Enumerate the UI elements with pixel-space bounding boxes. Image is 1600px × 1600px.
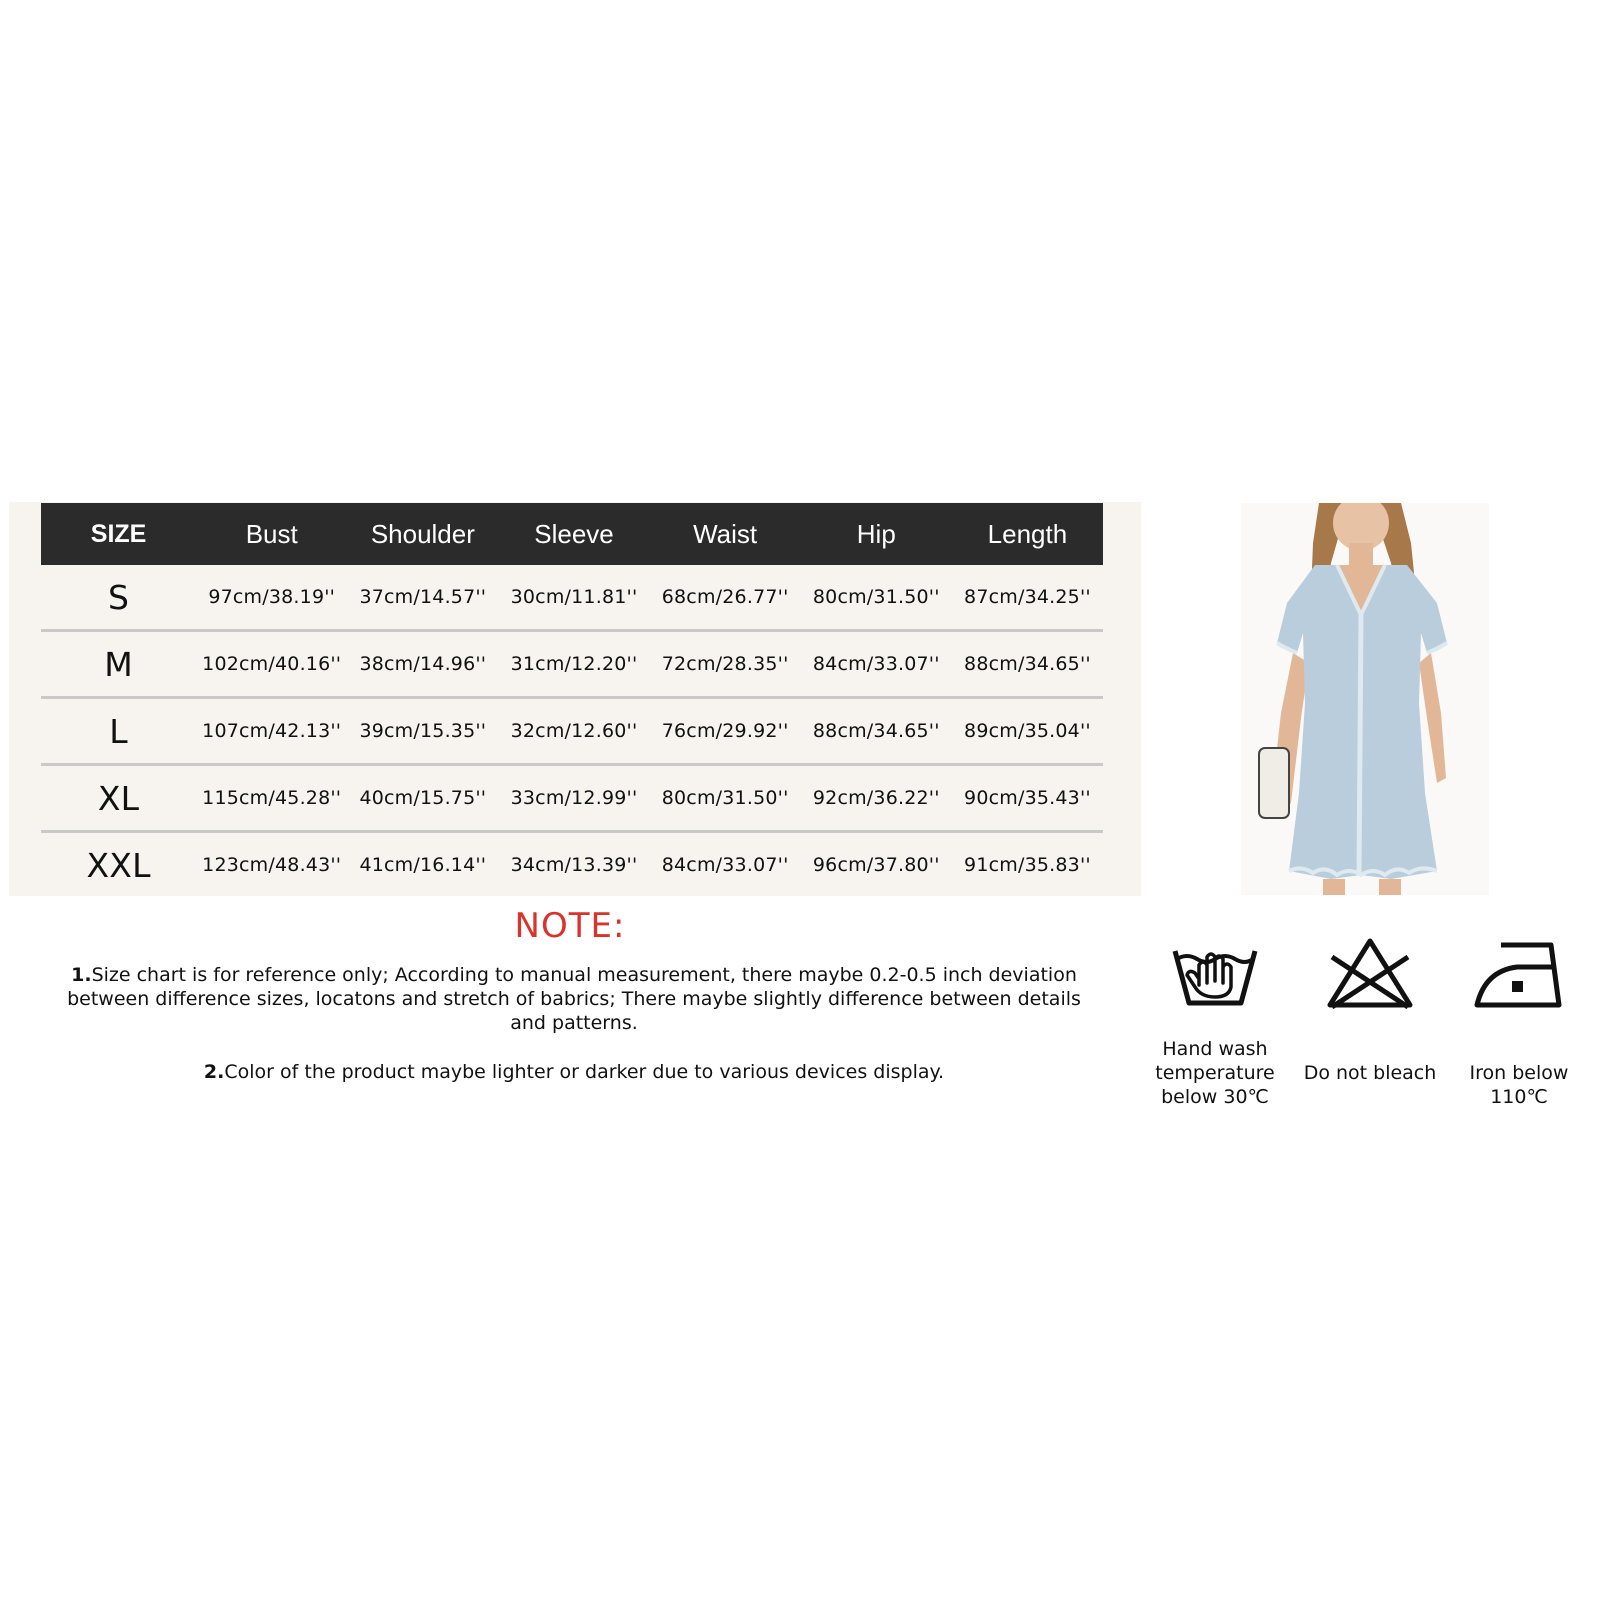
size-chart-table [41, 503, 1103, 897]
dress-illustration [1241, 503, 1489, 895]
table-cell: 32cm/12.60'' [498, 698, 649, 765]
header-hip: Hip [801, 503, 952, 565]
table-cell: 88cm/34.65'' [952, 631, 1103, 698]
table-cell: 107cm/42.13'' [196, 698, 347, 765]
hand-wash-icon [1169, 935, 1261, 1011]
table-cell: 68cm/26.77'' [650, 565, 801, 631]
no-bleach-icon [1324, 935, 1416, 1011]
note-item-2-number: 2. [203, 1061, 225, 1083]
table-row [41, 565, 1103, 631]
table-cell: 80cm/31.50'' [801, 565, 952, 631]
note-item-1-number: 1. [71, 964, 92, 986]
table-cell: 31cm/12.20'' [498, 631, 649, 698]
size-label: S [41, 565, 196, 631]
note-title: NOTE: [514, 906, 626, 946]
header-waist: Waist [650, 503, 801, 565]
table-cell: 41cm/16.14'' [359, 854, 487, 876]
table-cell: 115cm/45.28'' [196, 765, 347, 832]
table-cell: 102cm/40.16'' [196, 631, 347, 698]
no-bleach-label: Do not bleach [1303, 1062, 1437, 1084]
table-cell: 88cm/34.65'' [801, 698, 952, 765]
table-cell: 40cm/15.75'' [347, 765, 498, 832]
table-cell: 97cm/38.19'' [196, 565, 347, 631]
table-cell: 38cm/14.96'' [347, 631, 498, 698]
table-cell: 76cm/29.92'' [650, 698, 801, 765]
iron-icon [1473, 935, 1565, 1011]
care-hand-wash [1140, 935, 1290, 1109]
table-cell: 39cm/15.35'' [347, 698, 498, 765]
table-cell: 87cm/34.25'' [952, 565, 1103, 631]
note-item-2-text: Color of the product maybe lighter or darker due to various devices display. [224, 1061, 945, 1083]
table-cell: 72cm/28.35'' [650, 631, 801, 698]
iron-label: Iron below 110℃ [1469, 1062, 1569, 1108]
size-label: M [41, 631, 196, 698]
table-row [41, 698, 1103, 765]
table-cell: 92cm/36.22'' [801, 765, 952, 832]
note-item-2 [48, 1060, 1100, 1084]
table-cell: 80cm/31.50'' [650, 765, 801, 832]
table-row [41, 765, 1103, 832]
table-cell: 84cm/33.07'' [661, 854, 789, 876]
model-photo [1241, 503, 1489, 895]
table-cell: 91cm/35.83'' [964, 854, 1091, 876]
table-row [41, 631, 1103, 698]
table-cell: 34cm/13.39'' [510, 854, 638, 876]
table-cell: 123cm/48.43'' [202, 854, 342, 876]
table-cell: 96cm/37.80'' [812, 854, 940, 876]
note-item-1 [48, 963, 1100, 1035]
note-item-1-text: Size chart is for reference only; According to manual measurement, there maybe 0.2-0.5 inch deviation between difference sizes, locatons and stretch of babrics; There maybe slightly difference between details and patterns. [67, 964, 1081, 1034]
table-cell: 37cm/14.57'' [347, 565, 498, 631]
header-shoulder: Shoulder [347, 503, 498, 565]
table-row [41, 832, 1103, 898]
care-iron [1438, 935, 1600, 1109]
hand-wash-label: Hand wash temperature below 30℃ [1155, 1038, 1275, 1108]
size-chart-header-row [41, 503, 1103, 565]
care-no-bleach [1295, 935, 1445, 1085]
table-cell: 90cm/35.43'' [952, 765, 1103, 832]
size-label: L [41, 698, 196, 765]
header-length: Length [952, 503, 1103, 565]
header-sleeve: Sleeve [498, 503, 649, 565]
size-label: XL [41, 765, 196, 832]
table-cell: 89cm/35.04'' [952, 698, 1103, 765]
table-cell: 30cm/11.81'' [498, 565, 649, 631]
header-size: SIZE [41, 503, 196, 565]
size-label: XXL [86, 845, 151, 885]
table-cell: 33cm/12.99'' [498, 765, 649, 832]
header-bust: Bust [196, 503, 347, 565]
table-cell: 84cm/33.07'' [801, 631, 952, 698]
